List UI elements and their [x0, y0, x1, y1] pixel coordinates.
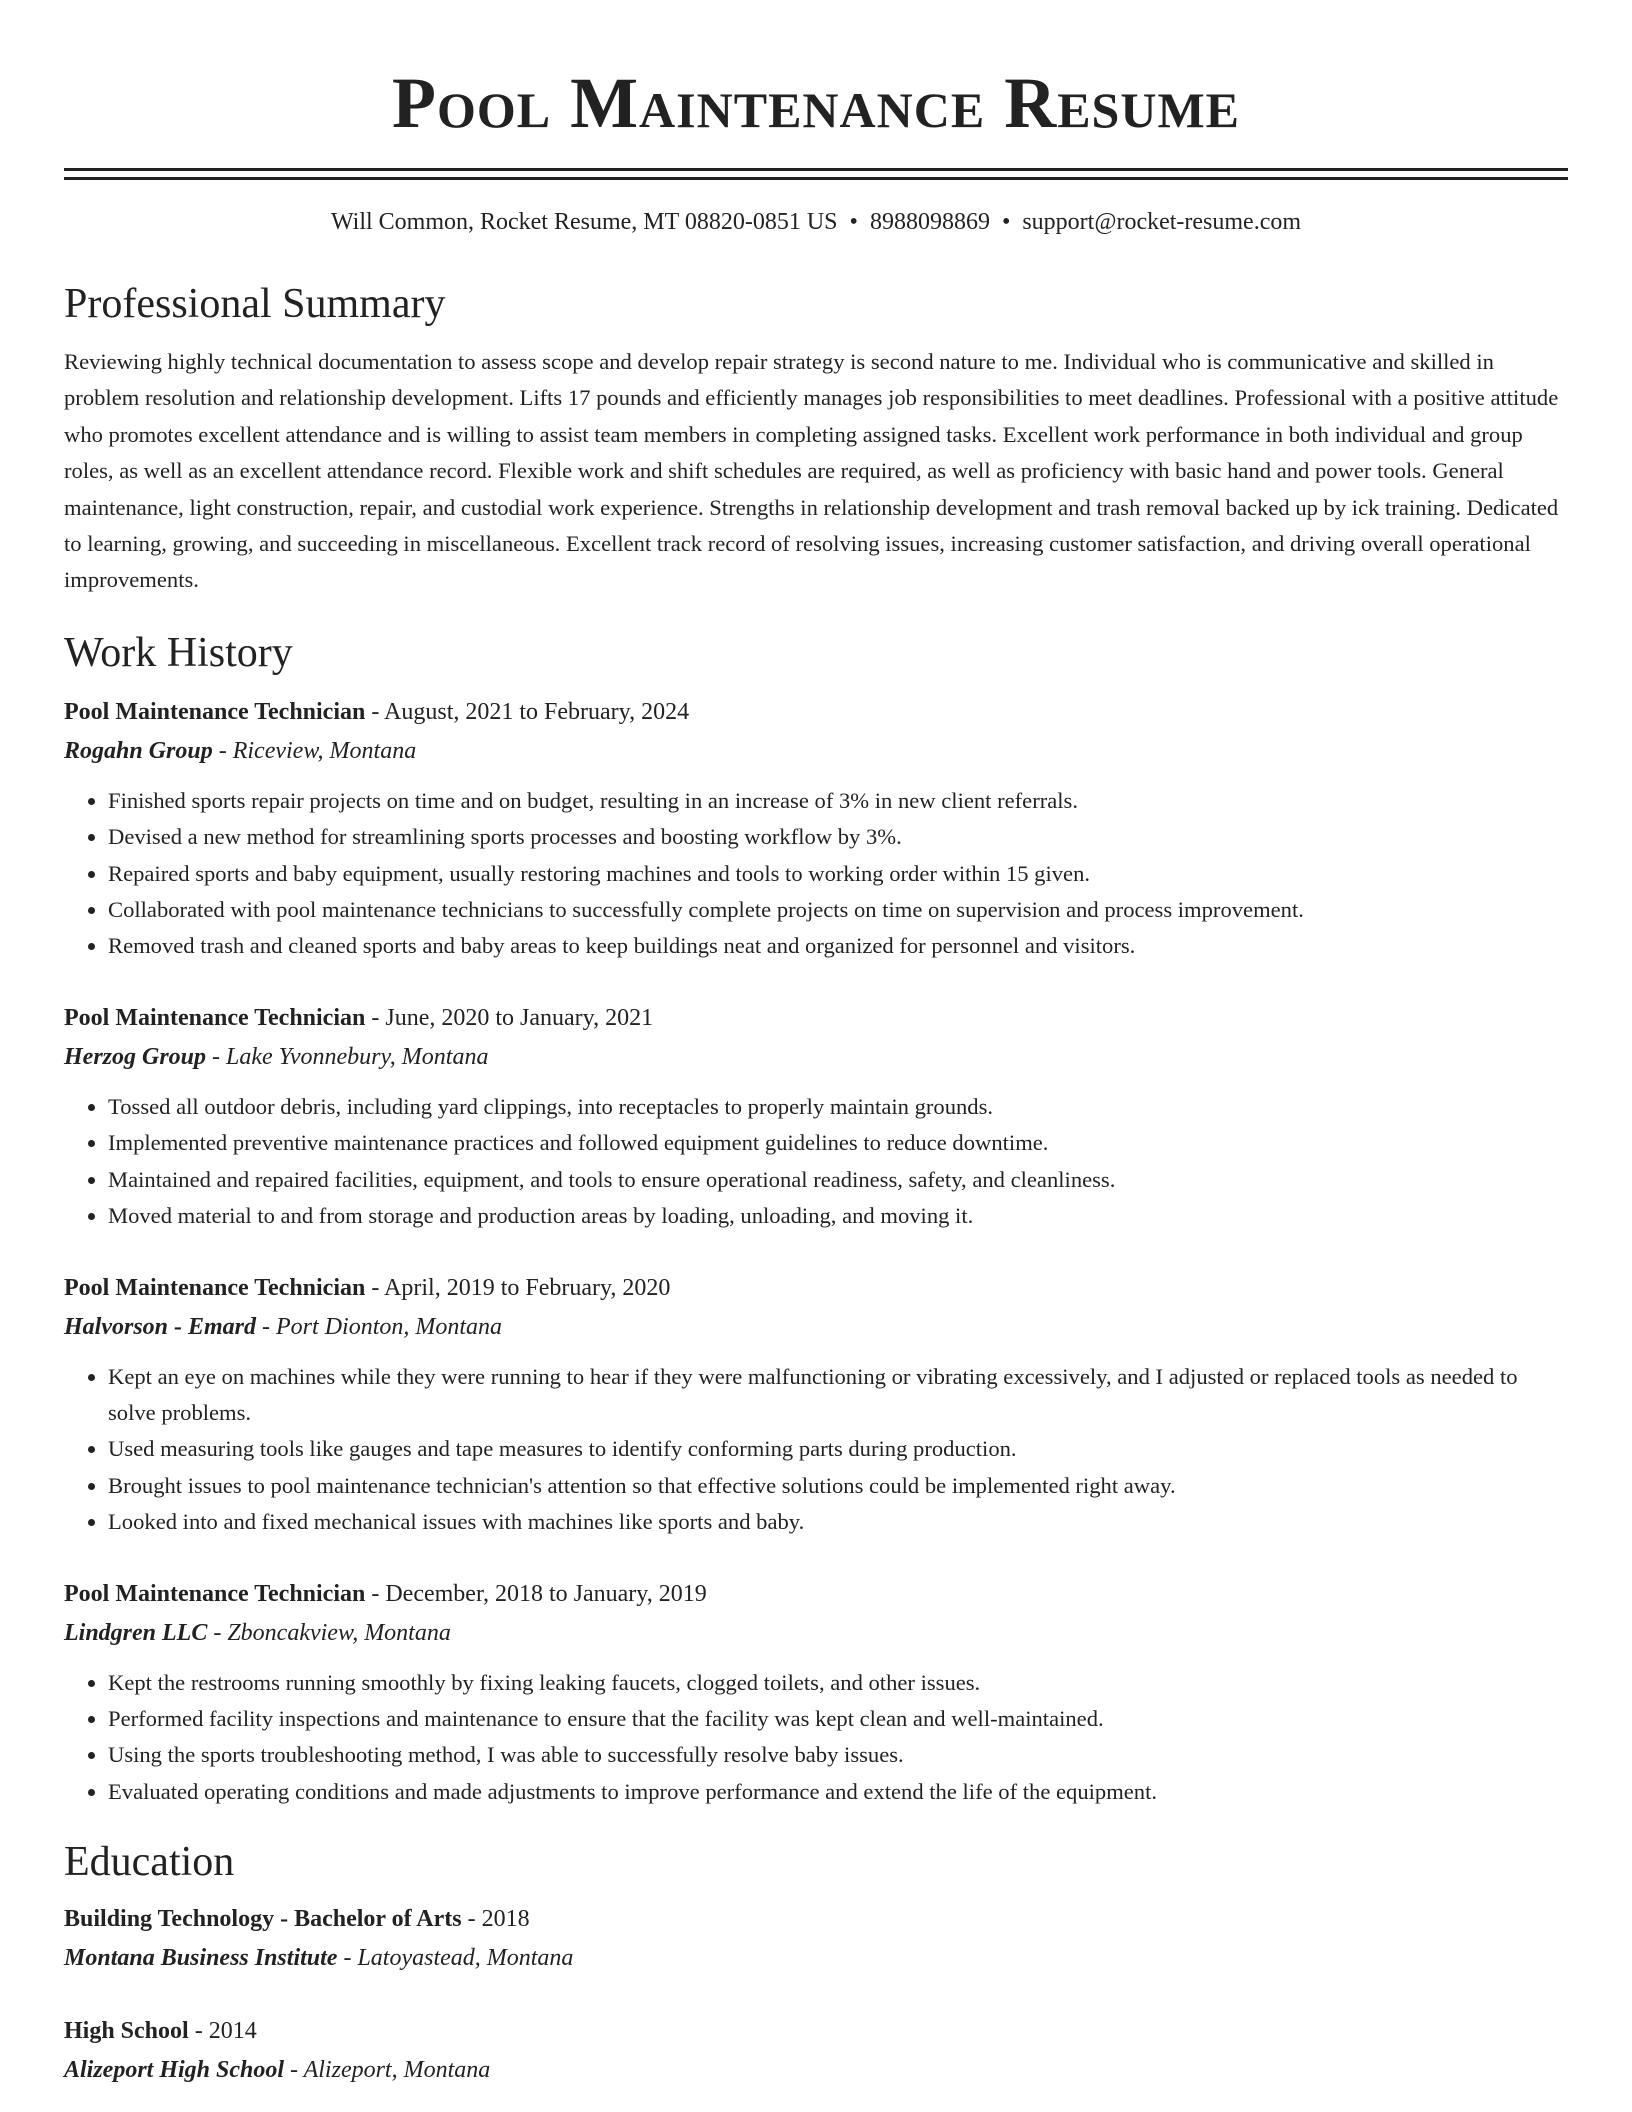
job-title: Pool Maintenance Technician	[64, 1004, 366, 1031]
list-item: • Performed facility inspections and maintenance to ensure that the facility was kept clean and well-maintained.	[108, 1701, 1568, 1737]
education-entry	[64, 1900, 1568, 1978]
page-title: Pool Maintenance Resume	[391, 63, 1241, 143]
job-bullets	[64, 1089, 1568, 1235]
education-entry	[64, 2012, 1568, 2090]
job-dates: - December, 2018 to January, 2019	[365, 1580, 707, 1607]
job-location: - Zboncakview, Montana	[207, 1619, 451, 1646]
job-company: Halvorson - Emard	[64, 1313, 257, 1340]
job-employer	[64, 1613, 1568, 1653]
contact-email: support@rocket-resume.com	[1022, 209, 1302, 235]
education-header	[64, 1900, 1568, 1938]
job-header	[64, 1575, 1568, 1613]
list-item: • Kept an eye on machines while they were running to hear if they were malfunctioning or vibrating excessively, and I adjusted or replaced tools as needed to solve problems.	[108, 1359, 1568, 1432]
job-title: Pool Maintenance Technician	[64, 1274, 366, 1301]
job-employer	[64, 731, 1568, 771]
job-entry	[64, 693, 1568, 965]
list-item: • Using the sports troubleshooting method, I was able to successfully resolve baby issues.	[108, 1737, 1568, 1773]
list-item: • Brought issues to pool maintenance technician's attention so that effective solutions could be implemented right away.	[108, 1468, 1568, 1504]
list-item: • Finished sports repair projects on time and on budget, resulting in an increase of 3% in new client referrals.	[108, 783, 1568, 819]
education-year: - 2018	[461, 1906, 530, 1933]
work-history-heading: Work History	[64, 629, 293, 676]
contact-separator: •	[1001, 209, 1011, 235]
job-dates: - April, 2019 to February, 2020	[365, 1274, 671, 1301]
list-item: • Kept the restrooms running smoothly by fixing leaking faucets, clogged toilets, and other issues.	[108, 1665, 1568, 1701]
education-degree: Building Technology - Bachelor of Arts	[64, 1906, 462, 1933]
contact-line	[64, 206, 1568, 238]
job-entry	[64, 1575, 1568, 1811]
education-year: - 2014	[188, 2018, 257, 2045]
list-item: • Moved material to and from storage and production areas by loading, unloading, and moving it.	[108, 1198, 1568, 1234]
job-title: Pool Maintenance Technician	[64, 1580, 366, 1607]
job-employer	[64, 1037, 1568, 1077]
education-location: - Latoyastead, Montana	[337, 1945, 574, 1972]
job-header	[64, 1269, 1568, 1307]
contact-separator: •	[849, 209, 858, 235]
job-bullets	[64, 1665, 1568, 1811]
list-item: • Collaborated with pool maintenance technicians to successfully complete projects on time on supervision and process improvement.	[108, 892, 1568, 928]
list-item: • Evaluated operating conditions and made adjustments to improve performance and extend the life of the equipment.	[108, 1774, 1568, 1810]
education-school: Montana Business Institute	[64, 1945, 338, 1972]
job-bullets	[64, 783, 1568, 965]
contact-phone: 8988098869	[869, 209, 990, 235]
list-item: • Tossed all outdoor debris, including yard clippings, into receptacles to properly maintain grounds.	[108, 1089, 1568, 1125]
education-heading: Education	[64, 1839, 235, 1886]
job-company: Lindgren LLC	[64, 1619, 208, 1646]
list-item: • Maintained and repaired facilities, equipment, and tools to ensure operational readiness, safety, and cleanliness.	[108, 1162, 1568, 1198]
list-item: • Devised a new method for streamlining sports processes and boosting workflow by 3%.	[108, 819, 1568, 855]
education-header	[64, 2012, 1568, 2050]
list-item: • Looked into and fixed mechanical issues with machines like sports and baby.	[108, 1504, 1568, 1540]
title-divider-bottom	[64, 177, 1568, 180]
job-header	[64, 999, 1568, 1037]
list-item: • Used measuring tools like gauges and tape measures to identify conforming parts during production.	[108, 1431, 1568, 1467]
title-divider-top	[64, 168, 1568, 171]
job-location: - Lake Yvonnebury, Montana	[206, 1043, 489, 1070]
contact-address: Will Common, Rocket Resume, MT 08820-0851 US	[330, 209, 838, 235]
job-company: Herzog Group	[64, 1043, 207, 1070]
job-bullets	[64, 1359, 1568, 1541]
job-header	[64, 693, 1568, 731]
job-dates: - June, 2020 to January, 2021	[365, 1004, 654, 1031]
list-item: • Implemented preventive maintenance practices and followed equipment guidelines to reduce downtime.	[108, 1125, 1568, 1161]
job-employer	[64, 1307, 1568, 1347]
job-company: Rogahn Group	[64, 737, 213, 764]
job-title: Pool Maintenance Technician	[64, 698, 366, 725]
education-school-line	[64, 1938, 1568, 1978]
education-degree: High School	[64, 2018, 189, 2045]
job-entry	[64, 999, 1568, 1235]
list-item: • Removed trash and cleaned sports and baby areas to keep buildings neat and organized for personnel and visitors.	[108, 928, 1568, 964]
job-location: - Port Dionton, Montana	[256, 1313, 503, 1340]
summary-heading: Professional Summary	[64, 281, 446, 327]
job-dates: - August, 2021 to February, 2024	[365, 698, 690, 725]
education-school-line	[64, 2050, 1568, 2090]
list-item: • Repaired sports and baby equipment, usually restoring machines and tools to working order within 15 given.	[108, 856, 1568, 892]
job-location: - Riceview, Montana	[212, 737, 417, 764]
education-location: - Alizeport, Montana	[284, 2057, 491, 2084]
education-school: Alizeport High School	[64, 2057, 285, 2084]
summary-text: Reviewing highly technical documentation to assess scope and develop repair strategy is second nature to me. Individual who is communicative and skilled in problem resolution and relationship development. Lifts 17 pounds and efficiently manages job responsibilities to meet deadlines. Professional with a positive attitude who promotes excellent attendance and is willing to assist team members in completing assigned tasks. Excellent work performance in both individual and group roles, as well as an excellent attendance record. Flexible work and shift schedules are required, as well as proficiency with basic hand and power tools. General maintenance, light construction, repair, and custodial work experience. Strengths in relationship development and trash removal backed up by ick training. Dedicated to learning, growing, and succeeding in miscellaneous. Excellent track record of resolving issues, increasing customer satisfaction, and driving overall operational improvements.	[64, 349, 1559, 593]
job-entry	[64, 1269, 1568, 1541]
resume-page	[64, 0, 1568, 2090]
